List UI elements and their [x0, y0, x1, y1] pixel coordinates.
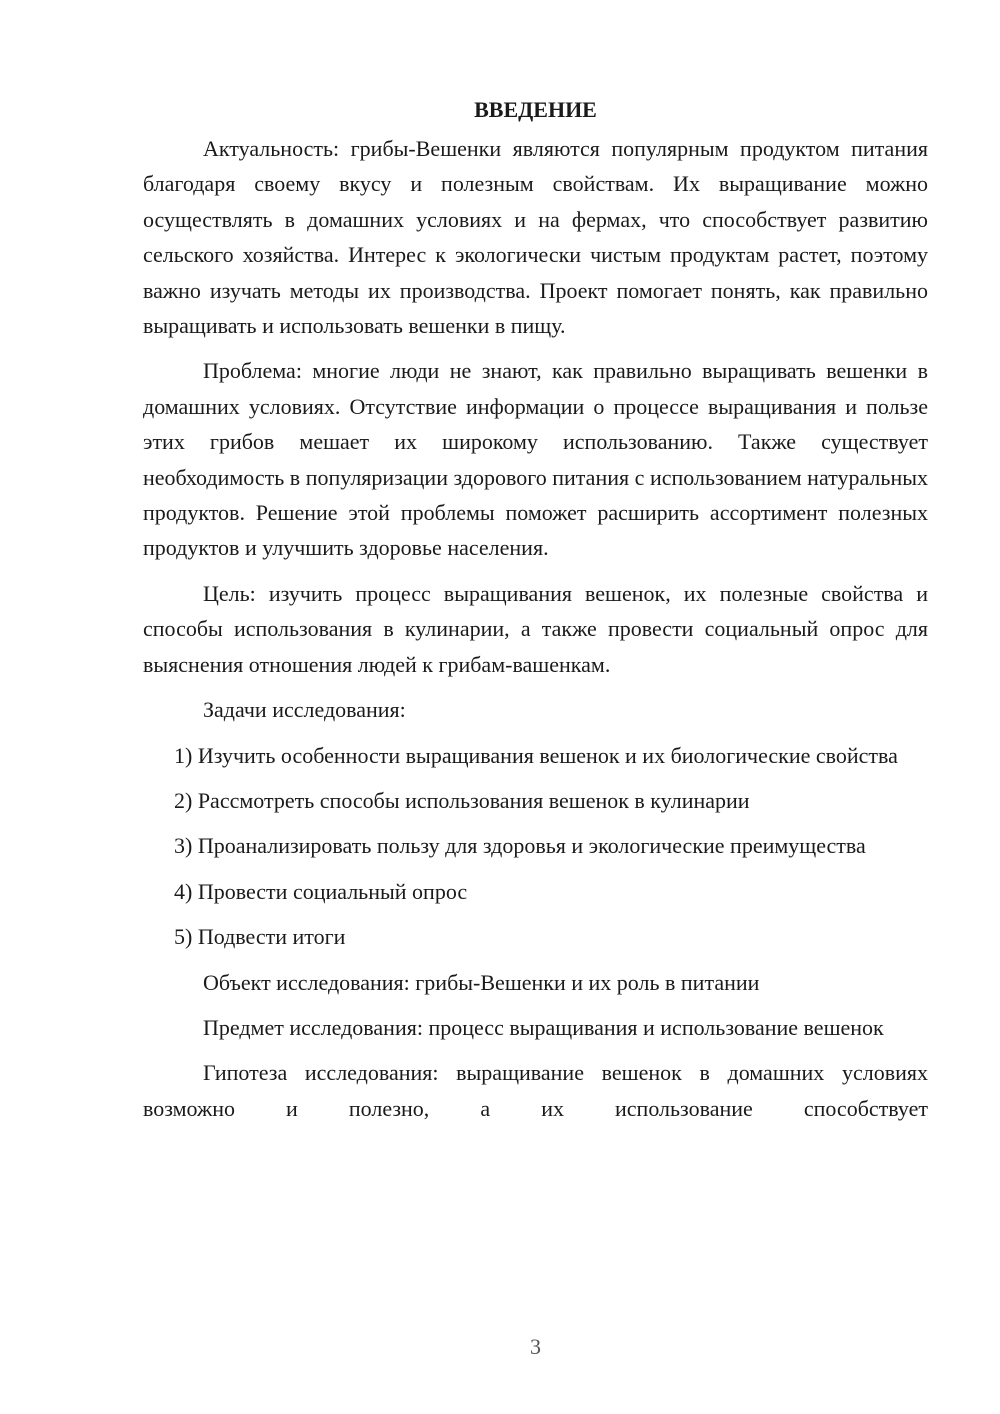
task-item: 4) Провести социальный опрос — [174, 878, 468, 904]
paragraph-relevance: Актуальность: грибы-Вешенки являются популярным продуктом питания благодаря своему вкусу и полезным свойствам. Их выращивание можно осуществлять в домашних условиях и на фермах, что способствует развитию сельского хозяйства. Интерес к экологически чистым продуктам растет, поэтому важно изучать методы их производства. Проект помогает понять, как правильно выращивать и использовать вешенки в пищу. — [143, 136, 928, 339]
paragraph-problem: Проблема: многие люди не знают, как правильно выращивать вешенки в домашних условиях. Отсутствие информации о процессе выращивания и пользе этих грибов мешает их широкому использованию. Также существует необходимость в популяризации здорового питания с использованием натуральных продуктов. Решение этой проблемы поможет расширить ассортимент полезных продуктов и улучшить здоровье населения. — [143, 358, 928, 561]
page-number: 3 — [530, 1334, 541, 1359]
paragraph-goal: Цель: изучить процесс выращивания вешенок, их полезные свойства и способы использования в кулинарии, а также провести социальный опрос для выяснения отношения людей к грибам-вашенкам. — [143, 580, 928, 677]
task-item: 3) Проанализировать пользу для здоровья и экологические преимущества — [174, 833, 866, 859]
section-title: ВВЕДЕНИЕ — [474, 97, 597, 122]
task-item: 1) Изучить особенности выращивания вешенок и их биологические свойства — [174, 742, 898, 768]
paragraph-object: Объект исследования: грибы-Вешенки и их роль в питании — [203, 969, 760, 995]
task-item: 5) Подвести итоги — [174, 924, 346, 950]
tasks-heading: Задачи исследования: — [203, 697, 406, 723]
task-item: 2) Рассмотреть способы использования вешенок в кулинарии — [174, 787, 750, 813]
paragraph-subject: Предмет исследования: процесс выращивания и использование вешенок — [203, 1014, 884, 1040]
document-page — [143, 94, 928, 1126]
paragraph-hypothesis: Гипотеза исследования: выращивание вешенок в домашних условиях возможно и полезно, а их использование способствует — [143, 1060, 928, 1121]
